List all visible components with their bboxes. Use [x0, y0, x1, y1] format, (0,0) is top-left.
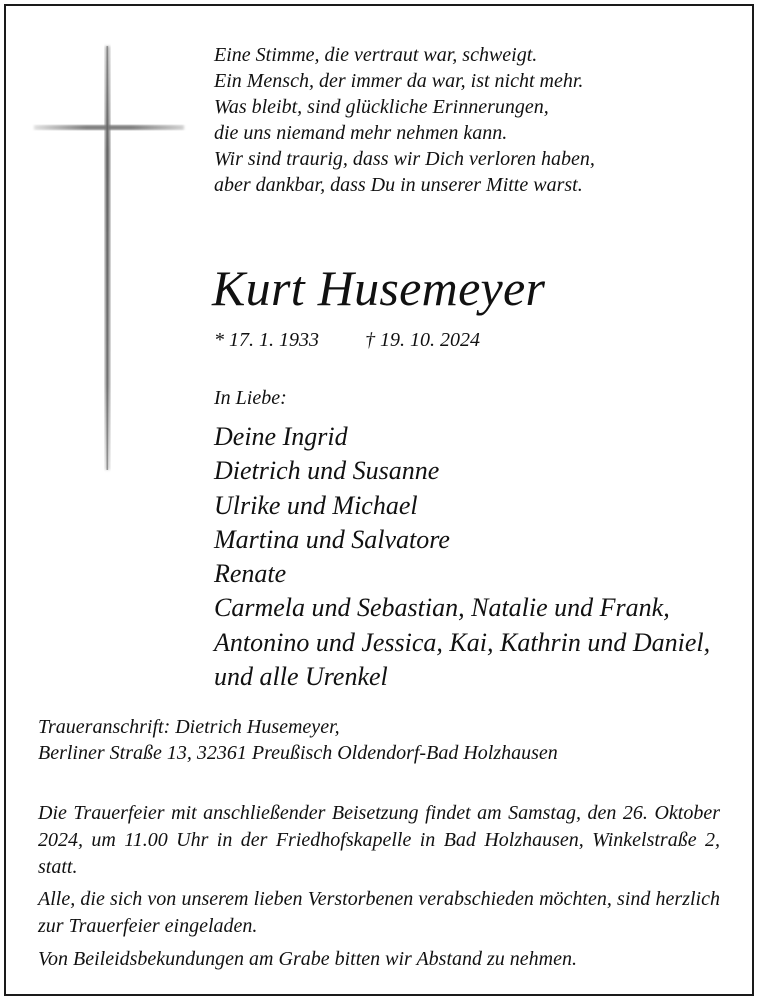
death-date: † 19. 10. 2024: [365, 329, 480, 351]
birth-date: * 17. 1. 1933: [214, 329, 319, 351]
mourner-entry: Renate: [214, 559, 287, 589]
mourner-entry: Martina und Salvatore: [214, 524, 450, 554]
poem-line: Eine Stimme, die vertraut war, schweigt.: [214, 44, 538, 66]
life-dates: [214, 328, 480, 352]
address-line: Traueranschrift: Dietrich Husemeyer,: [38, 716, 340, 738]
invitation-notice: Alle, die sich von unserem lieben Verstorbenen verabschieden möchten, sind herzlich zur Trauerfeier eingeladen.: [38, 888, 720, 937]
mourner-entry: Antonino und Jessica, Kai, Kathrin und Daniel,: [214, 627, 711, 657]
poem: [214, 42, 595, 198]
funeral-notice: Die Trauerfeier mit anschließender Beisetzung findet am Samstag, den 26. Oktober 2024, um 11.00 Uhr in der Friedhofskapelle in Bad Holzhausen, Winkelstraße 2, statt.: [38, 802, 720, 878]
obituary-notice: [4, 4, 754, 996]
condolence-notice: Von Beileidsbekundungen am Grabe bitten wir Abstand zu nehmen.: [38, 948, 578, 970]
mourner-entry: Dietrich und Susanne: [214, 456, 440, 486]
mourning-address: [38, 714, 558, 766]
poem-line: Ein Mensch, der immer da war, ist nicht mehr.: [214, 70, 584, 92]
mourners-heading: In Liebe:: [214, 387, 287, 409]
poem-line: die uns niemand mehr nehmen kann.: [214, 122, 508, 144]
mourners-list: [214, 420, 710, 694]
cross-icon: [32, 42, 192, 482]
poem-line: Wir sind traurig, dass wir Dich verloren haben,: [214, 148, 595, 170]
mourner-entry: Deine Ingrid: [214, 422, 348, 451]
address-line: Berliner Straße 13, 32361 Preußisch Oldendorf-Bad Holzhausen: [38, 742, 558, 764]
poem-line: Was bleibt, sind glückliche Erinnerungen,: [214, 96, 549, 118]
deceased-name: Kurt Husemeyer: [212, 260, 546, 316]
mourner-entry: Ulrike und Michael: [214, 490, 418, 520]
poem-line: aber dankbar, dass Du in unserer Mitte warst.: [214, 174, 583, 196]
mourner-entry: Carmela und Sebastian, Natalie und Frank,: [214, 593, 670, 623]
mourner-entry: und alle Urenkel: [214, 662, 388, 692]
